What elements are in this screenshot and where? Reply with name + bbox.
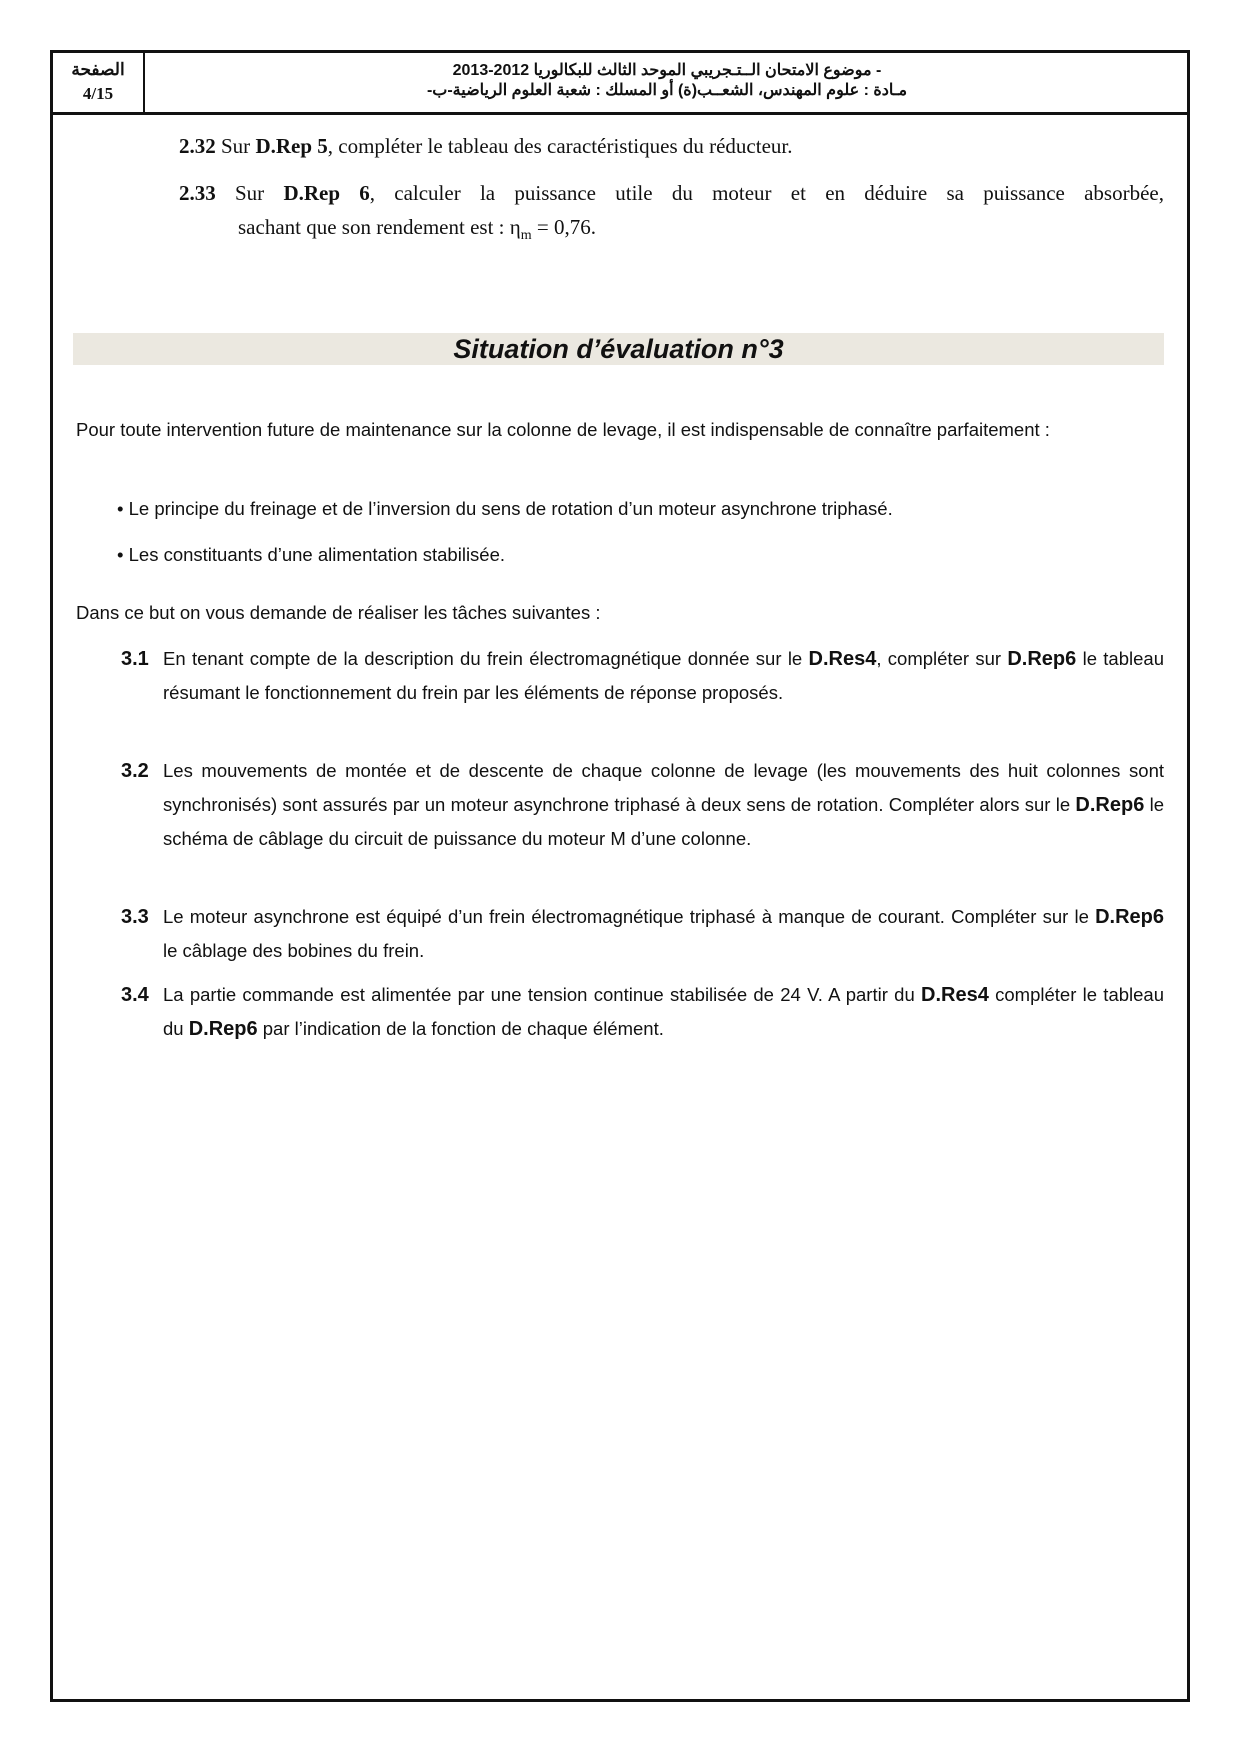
bullet-item: • Le principe du freinage et de l’inversion du sens de rotation d’un moteur asynchrone triphasé. <box>117 498 893 519</box>
task-number-text: 3.3 <box>121 906 149 928</box>
exam-title <box>147 53 1187 112</box>
document-ref: D.Rep6 <box>188 1018 258 1040</box>
tasks-intro: Dans ce but on vous demande de réaliser les tâches suivantes : <box>76 602 601 623</box>
task-text: le schéma de câblage du circuit de puissance du moteur M d’une colonne. <box>163 794 1164 849</box>
task-number <box>121 754 164 788</box>
intro-paragraph: Pour toute intervention future de maintenance sur la colonne de levage, il est indispensable de connaître parfaitement : <box>76 419 1050 440</box>
task-text: Les mouvements de montée et de descente de chaque colonne de levage (les mouvements des huit colonnes sont synchronisés) sont assurés par un moteur asynchrone triphasé à deux sens de rotation. Compléter alors sur le <box>163 760 1164 815</box>
question-2-33-cont <box>238 215 596 244</box>
task-number <box>121 978 164 1012</box>
question-text: Sur <box>235 181 265 205</box>
question-number: 2.33 <box>179 181 216 205</box>
task-text: le tableau résumant le fonctionnement du frein par les éléments de réponse proposés. <box>163 648 1164 703</box>
task-text: par l’indication de la fonction de chaque élément. <box>257 1018 664 1039</box>
task-text: La partie commande est alimentée par une tension continue stabilisée de 24 V. A partir du <box>163 984 922 1005</box>
exam-title-line2: مـادة : علوم المهندس، الشعــب(ة) أو المسلك : شعبة العلوم الرياضية-ب- <box>426 82 908 99</box>
task-text: Le moteur asynchrone est équipé d’un frein électromagnétique triphasé à manque de courant. Compléter sur le <box>163 906 1096 927</box>
task-text: compléter le tableau du <box>163 984 1164 1039</box>
section-title: Situation d’évaluation n°3 <box>73 333 1164 365</box>
document-ref: D.Rep6 <box>1007 648 1077 670</box>
task-3-4 <box>163 978 1164 1046</box>
task-3-3 <box>163 900 1164 968</box>
page-number: 4/15 <box>82 84 114 103</box>
task-3-1 <box>163 642 1164 710</box>
question-number: 2.32 <box>179 134 216 158</box>
subscript: m <box>520 228 532 244</box>
exam-title-line1: - موضوع الامتحان الــتـجريبي الموحد الثالث للبكالوريا 2012-2013 <box>452 62 882 79</box>
question-2-33 <box>179 181 1164 206</box>
task-number-text: 3.2 <box>121 760 149 782</box>
bullet-text: Les constituants d’une alimentation stabilisée. <box>128 544 506 565</box>
question-text: , compléter le tableau des caractéristiques du réducteur. <box>327 134 793 158</box>
document-ref: D.Res4 <box>808 648 877 670</box>
question-text: Sur <box>221 134 251 158</box>
page-label: الصفحة <box>71 60 125 79</box>
document-ref: D.Rep6 <box>1075 794 1145 816</box>
document-ref: D.Rep 6 <box>283 181 370 205</box>
document-ref: D.Rep 5 <box>255 134 328 158</box>
task-text: En tenant compte de la description du frein électromagnétique donnée sur le <box>163 648 809 669</box>
question-2-32 <box>179 134 793 159</box>
question-text: = 0,76. <box>531 215 596 239</box>
question-text: sachant que son rendement est : η <box>238 215 521 239</box>
document-ref: D.Res4 <box>921 984 989 1006</box>
task-text: le câblage des bobines du frein. <box>163 940 425 961</box>
task-number-text: 3.4 <box>121 984 149 1006</box>
task-text: , compléter sur <box>876 648 1008 669</box>
document-ref: D.Rep6 <box>1095 906 1164 928</box>
task-number-text: 3.1 <box>121 648 149 670</box>
page-number-box <box>53 53 145 112</box>
page-header <box>50 50 1190 115</box>
task-number <box>121 900 164 934</box>
task-3-2 <box>163 754 1164 856</box>
page-frame <box>50 50 1190 1702</box>
bullet-text: Le principe du freinage et de l’inversion du sens de rotation d’un moteur asynchrone triphasé. <box>128 498 893 519</box>
question-text: , calculer la puissance utile du moteur et en déduire sa puissance absorbée, <box>369 181 1164 205</box>
bullet-item: • Les constituants d’une alimentation stabilisée. <box>117 544 506 565</box>
task-number <box>121 642 164 676</box>
